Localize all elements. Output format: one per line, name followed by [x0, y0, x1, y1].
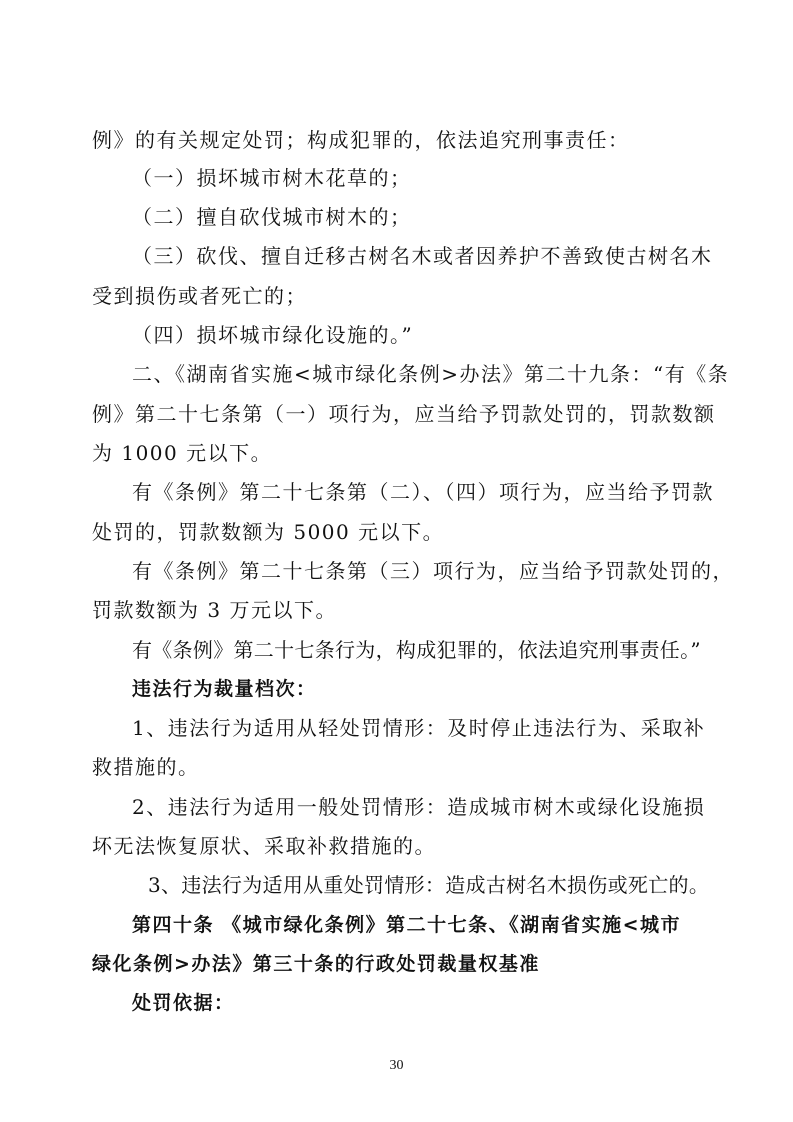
article-heading: 第四十条 《城市绿化条例》第二十七条、《湖南省实施<城市 — [132, 914, 682, 936]
page-number: 30 — [389, 1058, 404, 1073]
section-heading: 违法行为裁量档次： — [132, 678, 317, 700]
list-item: 3、违法行为适用从重处罚情形：造成古树名木损伤或死亡的。 — [148, 873, 710, 897]
text-line: 有《条例》第二十七条行为，构成犯罪的，依法追究刑事责任。” — [132, 638, 701, 662]
text-line: 二、《湖南省实施<城市绿化条例>办法》第二十九条：“有《条 — [132, 362, 730, 386]
text-line: 救措施的。 — [92, 755, 200, 779]
article-heading: 绿化条例>办法》第三十条的行政处罚裁量权基准 — [92, 953, 540, 975]
text-line: 为 1000 元以下。 — [92, 441, 273, 465]
list-item: 2、违法行为适用一般处罚情形：造成城市树木或绿化设施损 — [132, 795, 706, 819]
text-line: 处罚的，罚款数额为 5000 元以下。 — [92, 520, 445, 544]
text-line: 有《条例》第二十七条第（三）项行为，应当给予罚款处罚的， — [132, 559, 734, 583]
list-item: （二）擅自砍伐城市树木的； — [132, 205, 412, 229]
text-line: 坏无法恢复原状、采取补救措施的。 — [92, 834, 436, 858]
text-line: 例》的有关规定处罚；构成犯罪的，依法追究刑事责任： — [92, 128, 630, 152]
text-line: 受到损伤或者死亡的； — [92, 284, 307, 308]
list-item: （三）砍伐、擅自迁移古树名木或者因养护不善致使古树名木 — [132, 244, 713, 268]
list-item: （四）损坏城市绿化设施的。” — [132, 323, 414, 347]
text-line: 例》第二十七条第（一）项行为，应当给予罚款处罚的，罚款数额 — [92, 402, 716, 426]
list-item: （一）损坏城市树木花草的； — [132, 166, 412, 190]
section-heading: 处罚依据： — [132, 992, 235, 1014]
list-item: 1、违法行为适用从轻处罚情形：及时停止违法行为、采取补 — [132, 716, 706, 740]
text-line: 有《条例》第二十七条第（二）、（四）项行为，应当给予罚款 — [132, 480, 714, 504]
text-line: 罚款数额为 3 万元以下。 — [92, 598, 337, 622]
